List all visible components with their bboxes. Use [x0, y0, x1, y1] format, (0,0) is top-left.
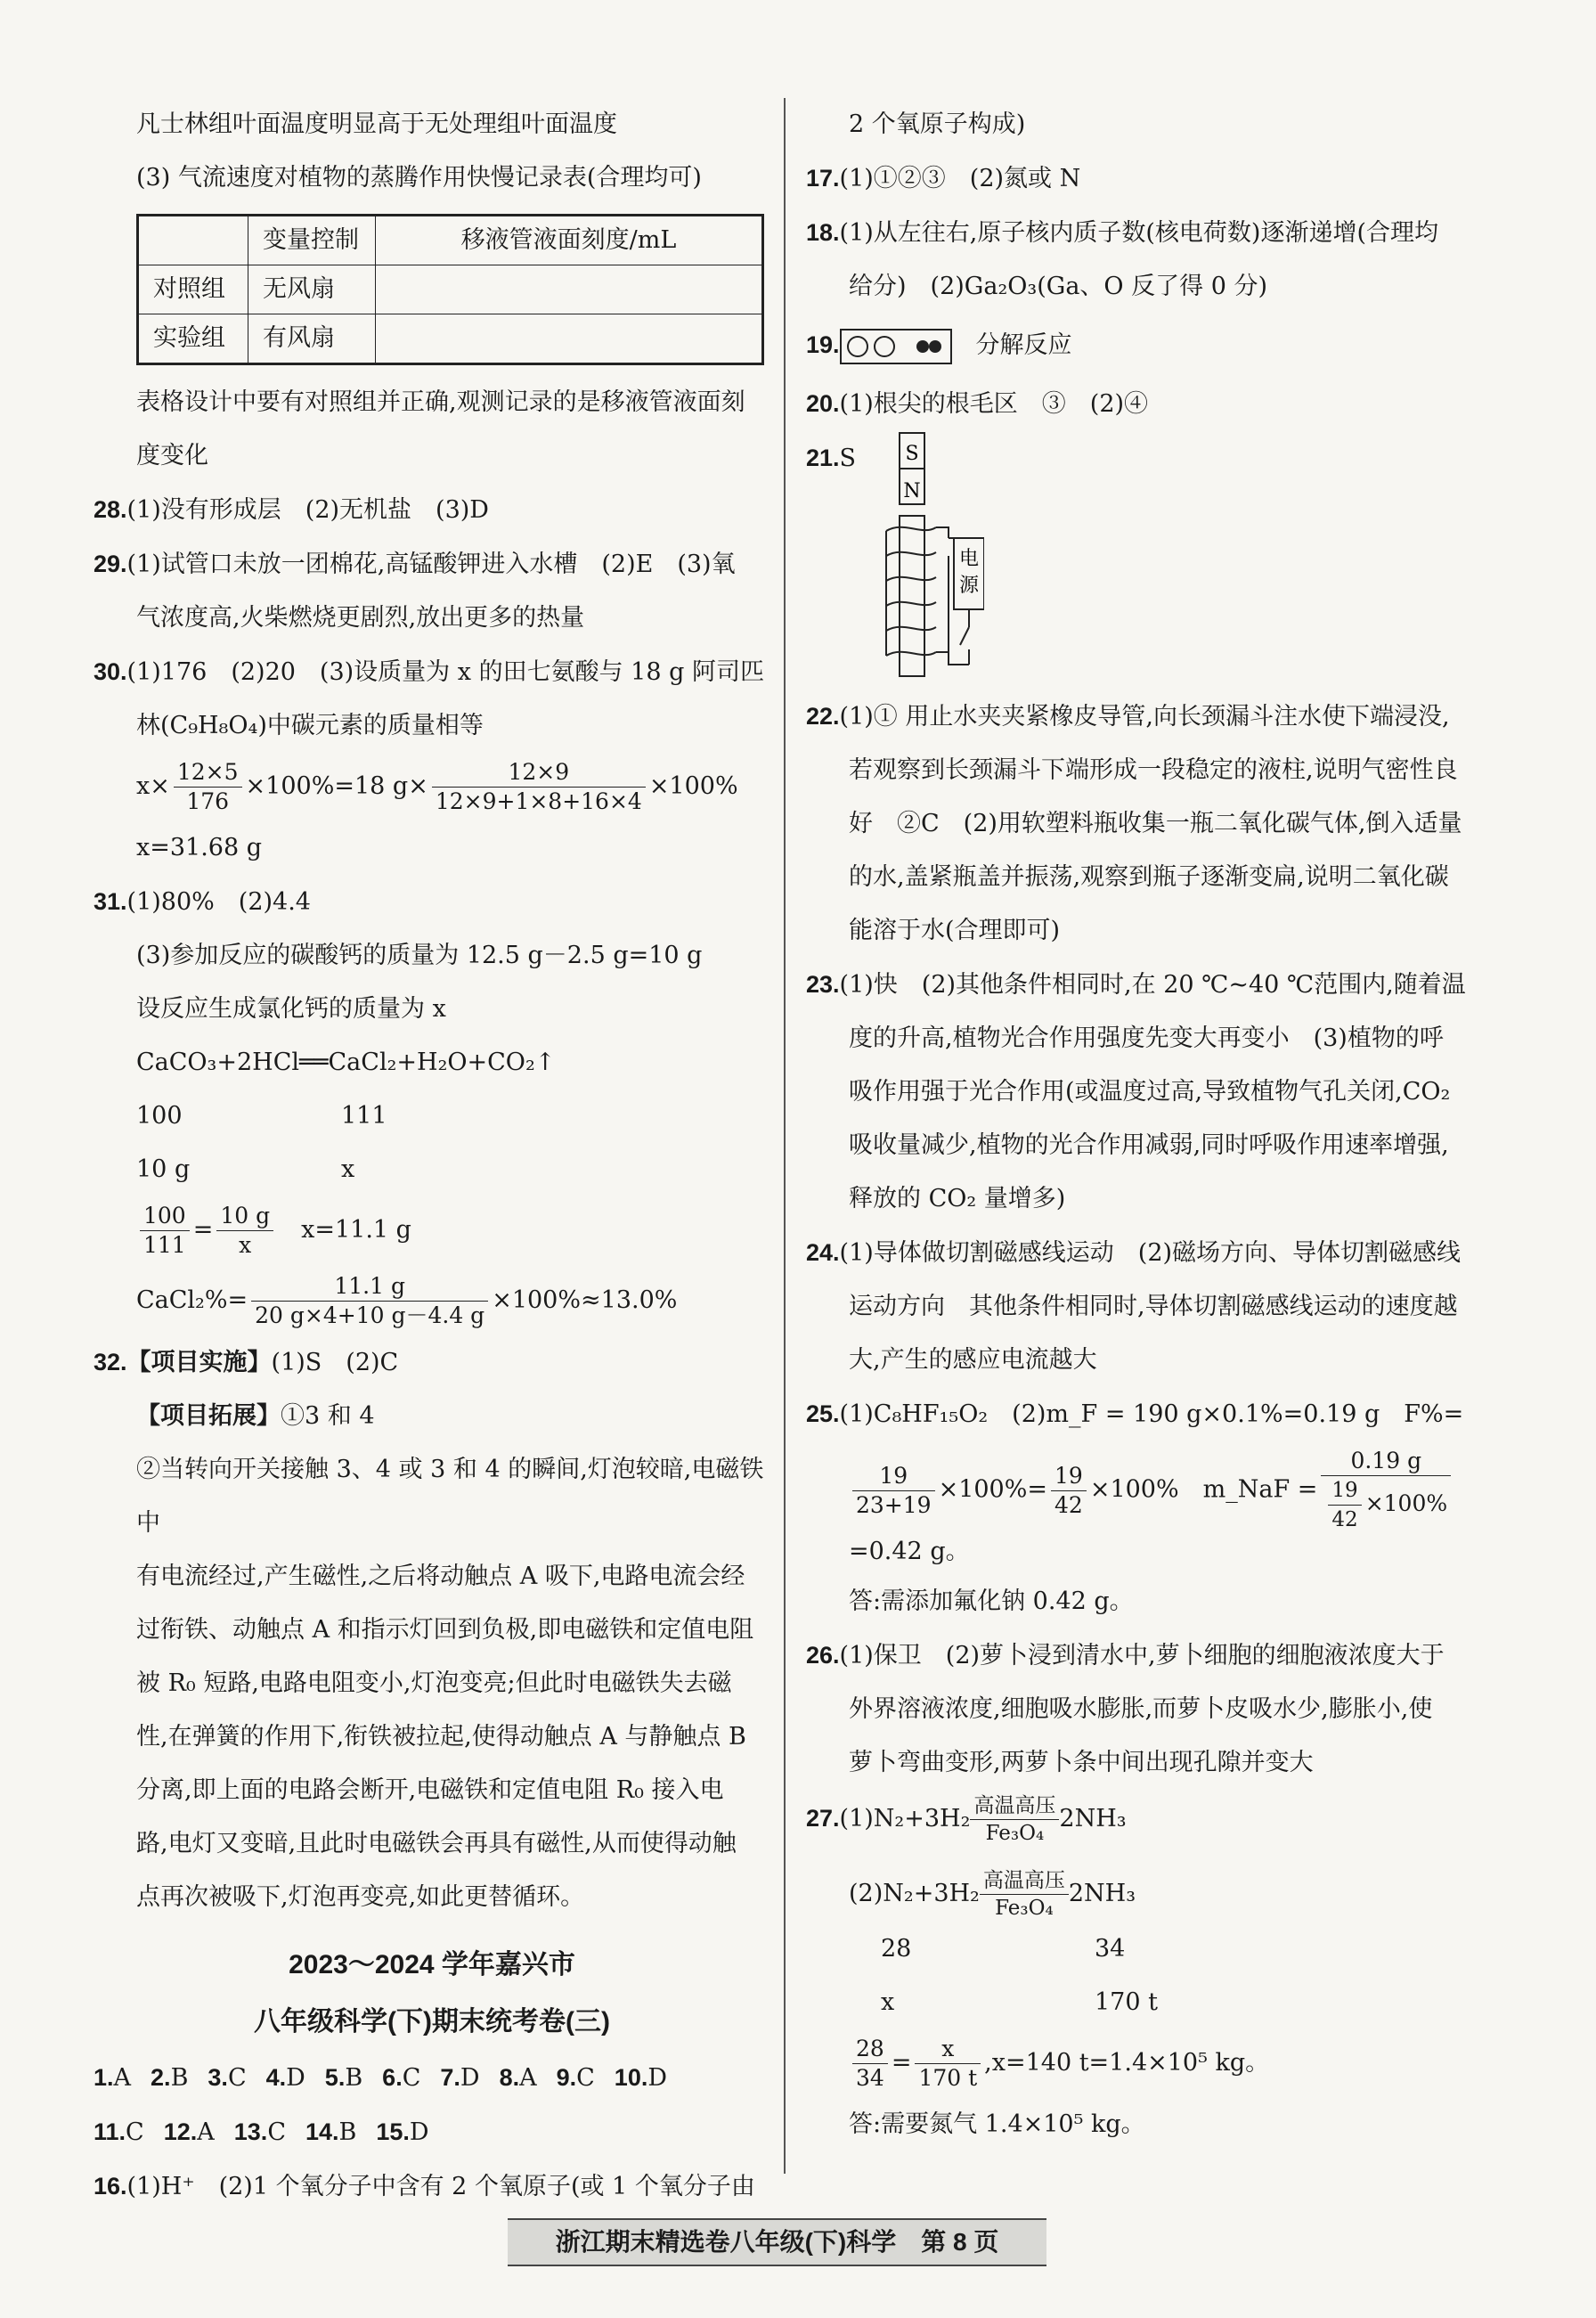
table-cell	[138, 216, 248, 265]
table-cell: 有风扇	[248, 314, 376, 364]
answer-25	[806, 1387, 1483, 1441]
answer-text: 分解反应	[975, 331, 1072, 359]
text-line: (3) 气流速度对植物的蒸腾作用快慢记录表(合理均可)	[136, 164, 702, 192]
choice-answer: D	[460, 2064, 480, 2092]
text-line: 吸收量减少,植物的光合作用减弱,同时呼吸作用速率增强,	[849, 1131, 1449, 1159]
choice-answer: B	[338, 2118, 357, 2146]
text-line	[806, 1976, 1483, 2029]
answer-16	[94, 2159, 770, 2214]
answer-text: (1)80% (2)4.4	[126, 888, 311, 916]
eq-text: =	[891, 2049, 912, 2077]
answer-text: (1)快 (2)其他条件相同时,在 20 ℃~40 ℃范围内,随着温	[839, 971, 1466, 999]
table-cell	[376, 314, 763, 364]
question-number: 8.	[499, 2064, 520, 2091]
text-line: 点再次被吸下,灯泡再变亮,如此更替循环。	[136, 1883, 585, 1911]
fraction	[174, 758, 242, 816]
question-number: 1.	[94, 2064, 114, 2091]
magnet-n-label: N	[903, 480, 921, 502]
mass-value: 170 t	[1095, 1988, 1158, 2016]
choice-answer: D	[286, 2064, 305, 2092]
answer-text: (1)根尖的根毛区 ③ (2)④	[839, 390, 1149, 418]
table-cell: 变量控制	[248, 216, 376, 265]
text-line: 好 ②C (2)用软塑料瓶收集一瓶二氧化碳气体,倒入适量	[849, 810, 1462, 837]
reaction-condition	[970, 1792, 1059, 1847]
question-number: 12.	[163, 2118, 198, 2145]
eq-text: =	[192, 1216, 214, 1244]
eq-text: ×100%=18 g×	[245, 772, 428, 800]
text-line: 大,产生的感应电流越大	[849, 1346, 1097, 1374]
eq-text: 2NH₃	[1059, 1805, 1127, 1832]
eq-text: x×	[136, 772, 170, 800]
question-number: 16.	[94, 2173, 127, 2200]
text-line: 外界溶液浓度,细胞吸水膨胀,而萝卜皮吸水少,膨胀小,使	[849, 1695, 1433, 1723]
numerator: 12×5	[174, 758, 242, 788]
answer-text: (1)H⁺ (2)1 个氧分子中含有 2 个氧原子(或 1 个氧分子由	[126, 2173, 755, 2200]
answer-28	[94, 483, 770, 537]
equation-27b	[806, 1865, 1483, 1922]
text-line: x=31.68 g	[136, 834, 263, 861]
text-line: 过衔铁、动触点 A 和指示灯回到负极,即电磁铁和定值电阻	[136, 1616, 754, 1644]
mass-value: 34	[1095, 1935, 1126, 1963]
answer-29	[94, 537, 770, 592]
eq-text: x=11.1 g	[301, 1216, 411, 1244]
denominator: 170 t	[918, 2065, 978, 2091]
answer-text: (1)试管口未放一团棉花,高锰酸钾进入水槽 (2)E (3)氧	[126, 551, 736, 578]
answer-17	[806, 151, 1483, 206]
text-line	[94, 1143, 770, 1196]
eq-text: ×100%	[1364, 1490, 1448, 1516]
molecule-circle-icon	[847, 336, 868, 357]
mass-value: 28	[881, 1935, 912, 1963]
question-number: 20.	[806, 390, 840, 417]
eq-text: (2)N₂+3H₂	[849, 1880, 980, 1907]
text-line	[94, 1390, 770, 1443]
condition-bottom: Fe₃O₄	[985, 1822, 1045, 1845]
question-number: 13.	[233, 2118, 268, 2145]
text-line: 吸作用强于光合作用(或温度过高,导致植物气孔关闭,CO₂	[849, 1078, 1451, 1106]
question-number: 22.	[806, 703, 840, 730]
question-number: 4.	[265, 2064, 287, 2091]
numerator: 0.19 g	[1321, 1447, 1451, 1476]
denominator: 42	[1054, 1491, 1083, 1518]
equation-27c	[849, 2035, 1483, 2093]
table-row	[138, 265, 763, 314]
fraction	[1051, 1462, 1087, 1520]
text-line: 表格设计中要有对照组并正确,观测记录的是移液管液面刻	[136, 388, 745, 416]
text-line: ②当转向开关接触 3、4 或 3 和 4 的瞬间,灯泡较暗,电磁铁中	[136, 1456, 764, 1537]
fraction	[432, 758, 646, 816]
reaction-condition	[980, 1867, 1069, 1922]
answer-26	[806, 1628, 1483, 1683]
numerator: 19	[1328, 1476, 1361, 1506]
answer-text: S	[839, 445, 857, 472]
question-number: 24.	[806, 1239, 840, 1266]
denominator	[1321, 1476, 1451, 1534]
section-label: 【项目拓展】	[136, 1402, 281, 1430]
answer-31	[94, 875, 770, 929]
denominator: 20 g×4+10 g－4.4 g	[255, 1302, 485, 1328]
question-number: 11.	[94, 2118, 126, 2145]
question-number: 2.	[151, 2064, 171, 2091]
question-number: 27.	[806, 1805, 840, 1832]
mass-value: x	[341, 1155, 355, 1183]
eq-text: (1)N₂+3H₂	[839, 1805, 971, 1832]
choice-answer: C	[402, 2064, 421, 2092]
question-number: 5.	[324, 2064, 346, 2091]
text-line	[806, 1922, 1483, 1976]
record-table	[136, 214, 764, 365]
choice-answer: A	[519, 2064, 537, 2092]
answer-text: (1)保卫 (2)萝卜浸到清水中,萝卜细胞的细胞液浓度大于	[839, 1642, 1445, 1669]
text-line: 运动方向 其他条件相同时,导体切割磁感线运动的速度越	[849, 1293, 1458, 1320]
numerator: 12×9	[432, 758, 646, 788]
fraction	[915, 2035, 981, 2093]
denominator: 111	[143, 1232, 186, 1258]
answer-text: (1)没有形成层 (2)无机盐 (3)D	[126, 496, 489, 524]
text-line: 被 R₀ 短路,电路电阻变小,灯泡变亮;但此时电磁铁失去磁	[136, 1669, 732, 1697]
text-line: 林(C₉H₈O₄)中碳元素的质量相等	[136, 712, 484, 739]
question-number: 6.	[382, 2064, 403, 2091]
chemical-equation: CaCO₃+2HCl══CaCl₂+H₂O+CO₂↑	[136, 1049, 556, 1076]
page-footer: 浙江期末精选卷八年级(下)科学 第 8 页	[508, 2218, 1046, 2266]
molecule-circle-icon	[874, 336, 895, 357]
eq-text: 2NH₃	[1068, 1880, 1136, 1907]
left-column	[94, 98, 770, 2214]
fraction	[1328, 1476, 1361, 1534]
question-number: 18.	[806, 219, 840, 246]
table-cell: 无风扇	[248, 265, 376, 314]
text-line: 答:需要氮气 1.4×10⁵ kg。	[849, 2110, 1145, 2138]
text-line: 萝卜弯曲变形,两萝卜条中间出现孔隙并变大	[849, 1749, 1314, 1776]
power-label: 电	[958, 548, 980, 570]
question-number: 32.	[94, 1349, 127, 1375]
numerator: 10 g	[216, 1202, 273, 1231]
numerator: 11.1 g	[251, 1272, 488, 1302]
denominator: 12×9+1×8+16×4	[435, 788, 642, 814]
question-number: 31.	[94, 888, 127, 915]
mass-value: 10 g	[136, 1155, 191, 1183]
question-number: 10.	[614, 2064, 648, 2091]
question-number: 17.	[806, 165, 840, 192]
answer-text: (1)从左往右,原子核内质子数(核电荷数)逐渐递增(合理均	[839, 219, 1438, 247]
column-divider	[784, 98, 786, 2174]
text-line	[94, 1090, 770, 1143]
question-number: 3.	[208, 2064, 228, 2091]
text-line: (3)参加反应的碳酸钙的质量为 12.5 g－2.5 g=10 g	[136, 942, 703, 969]
question-number: 26.	[806, 1642, 840, 1669]
text-line: 路,电灯又变暗,且此时电磁铁会再具有磁性,从而使得动触	[136, 1830, 737, 1857]
denominator: x	[239, 1232, 252, 1258]
text-line: 气浓度高,火柴燃烧更剧烈,放出更多的热量	[136, 604, 585, 632]
text-line: 度变化	[136, 442, 208, 469]
eq-text: CaCl₂%=	[136, 1286, 248, 1314]
text-line: 设反应生成氯化钙的质量为 x	[136, 995, 446, 1023]
section-title: 2023～2024 学年嘉兴市	[289, 1950, 575, 1979]
denominator: 42	[1331, 1508, 1358, 1531]
eq-text: ×100%≈13.0%	[492, 1286, 678, 1314]
answer-19	[806, 314, 1483, 377]
equation-31b	[136, 1272, 770, 1330]
text-line: 2 个氧原子构成)	[849, 110, 1026, 138]
answer-text: (1)导体做切割磁感线运动 (2)磁场方向、导体切割磁感线	[839, 1239, 1462, 1267]
answer-21	[806, 431, 1483, 690]
question-number: 9.	[556, 2064, 577, 2091]
fraction	[251, 1272, 488, 1330]
molecule-dot-icon	[929, 340, 941, 353]
answer-text: (1)S (2)C	[271, 1349, 399, 1376]
fraction	[852, 2035, 888, 2093]
answer-18	[806, 206, 1483, 260]
answer-24	[806, 1226, 1483, 1280]
text-line: 度的升高,植物光合作用强度先变大再变小 (3)植物的呼	[849, 1024, 1444, 1052]
condition-top: 高温高压	[970, 1792, 1059, 1820]
magnet-s-label: S	[905, 443, 919, 465]
denominator: 34	[856, 2065, 884, 2091]
fraction	[1321, 1447, 1451, 1534]
answer-30	[94, 645, 770, 699]
text-line: 能溶于水(合理即可)	[849, 917, 1061, 944]
text-line: 有电流经过,产生磁性,之后将动触点 A 吸下,电路电流会经	[136, 1563, 745, 1590]
answer-32	[94, 1335, 770, 1390]
choice-answers-row	[94, 2051, 770, 2105]
question-number: 29.	[94, 551, 127, 577]
question-number: 28.	[94, 496, 127, 523]
choice-answer: C	[227, 2064, 247, 2092]
section-label: 【项目实施】	[126, 1349, 272, 1376]
answer-27	[806, 1790, 1483, 1848]
question-number: 7.	[440, 2064, 460, 2091]
condition-top: 高温高压	[980, 1867, 1069, 1895]
numerator: 19	[852, 1462, 935, 1491]
eq-text: ,x=140 t=1.4×10⁵ kg。	[984, 2049, 1270, 2077]
mass-value: 111	[341, 1102, 387, 1130]
choice-answers-row	[94, 2105, 770, 2159]
numerator: 28	[852, 2035, 888, 2064]
question-number: 23.	[806, 971, 840, 998]
fraction	[852, 1462, 935, 1520]
text-line: 释放的 CO₂ 量增多)	[849, 1185, 1066, 1212]
text-line: 性,在弹簧的作用下,衔铁被拉起,使得动触点 A 与静触点 B	[136, 1723, 746, 1751]
answer-20	[806, 377, 1483, 431]
answer-text: (1)C₈HF₁₅O₂ (2)m_F = 190 g×0.1%=0.19 g F%=	[839, 1400, 1464, 1428]
mass-value: x	[881, 1988, 895, 2016]
text-line: 的水,盖紧瓶盖并振荡,观察到瓶子逐渐变扁,说明二氧化碳	[849, 863, 1449, 891]
table-row	[138, 216, 763, 265]
choice-answer: C	[126, 2118, 144, 2146]
choice-answer: D	[409, 2118, 429, 2146]
denominator: 23+19	[856, 1491, 932, 1518]
condition-bottom: Fe₃O₄	[995, 1897, 1054, 1920]
choice-answer: D	[647, 2064, 667, 2092]
numerator: x	[915, 2035, 981, 2064]
choice-answer: B	[345, 2064, 363, 2092]
power-label: 源	[958, 575, 980, 597]
fraction	[140, 1202, 190, 1260]
electromagnet-circuit-diagram	[851, 431, 984, 685]
table-cell: 移液管液面刻度/mL	[376, 216, 763, 265]
table-cell: 对照组	[138, 265, 248, 314]
text-line: 答:需添加氟化钠 0.42 g。	[849, 1588, 1134, 1615]
question-number: 30.	[94, 658, 127, 685]
numerator: 19	[1051, 1462, 1087, 1491]
question-number: 14.	[305, 2118, 339, 2145]
answer-text: (1)① 用止水夹夹紧橡皮导管,向长颈漏斗注水使下端浸没,	[839, 703, 1450, 730]
text-line: 凡士林组叶面温度明显高于无处理组叶面温度	[136, 110, 617, 138]
text-line: 若观察到长颈漏斗下端形成一段稳定的液柱,说明气密性良	[849, 756, 1458, 784]
choice-answer: B	[170, 2064, 189, 2092]
equation-25	[849, 1447, 1483, 1570]
table-cell: 实验组	[138, 314, 248, 364]
molecule-diagram	[840, 329, 952, 364]
answer-text: (1)①②③ (2)氮或 N	[839, 165, 1081, 192]
question-number: 15.	[376, 2118, 410, 2145]
eq-text: ×100%=	[938, 1475, 1048, 1504]
choice-answer: C	[267, 2118, 286, 2146]
eq-text: ×100%	[648, 772, 738, 800]
table-row	[138, 314, 763, 364]
choice-answer: C	[576, 2064, 595, 2092]
choice-answer: A	[197, 2118, 215, 2146]
right-column	[806, 98, 1483, 2151]
table-cell	[376, 265, 763, 314]
answer-22	[806, 690, 1483, 744]
choice-answer: A	[113, 2064, 132, 2092]
question-number: 19.	[806, 331, 840, 358]
eq-text: m_NaF =	[1202, 1475, 1318, 1504]
answer-text: ①3 和 4	[281, 1402, 375, 1430]
text-line: 给分) (2)Ga₂O₃(Ga、O 反了得 0 分)	[849, 273, 1268, 300]
answer-text: (1)176 (2)20 (3)设质量为 x 的田七氨酸与 18 g 阿司匹	[126, 658, 764, 686]
mass-value: 100	[136, 1102, 183, 1130]
question-number: 21.	[806, 445, 840, 471]
fraction	[216, 1202, 273, 1260]
eq-text: ×100%	[1089, 1475, 1179, 1504]
molecule-dot-icon	[916, 340, 929, 353]
eq-text: =0.42 g。	[849, 1538, 970, 1565]
numerator: 100	[140, 1202, 190, 1231]
answer-23	[806, 958, 1483, 1012]
question-number: 25.	[806, 1400, 840, 1427]
section-subtitle: 八年级科学(下)期末统考卷(三)	[254, 2007, 610, 2036]
text-line: 分离,即上面的电路会断开,电磁铁和定值电阻 R₀ 接入电	[136, 1776, 724, 1804]
denominator: 176	[186, 788, 230, 814]
equation-31a	[136, 1202, 770, 1260]
equation-30	[136, 758, 770, 816]
